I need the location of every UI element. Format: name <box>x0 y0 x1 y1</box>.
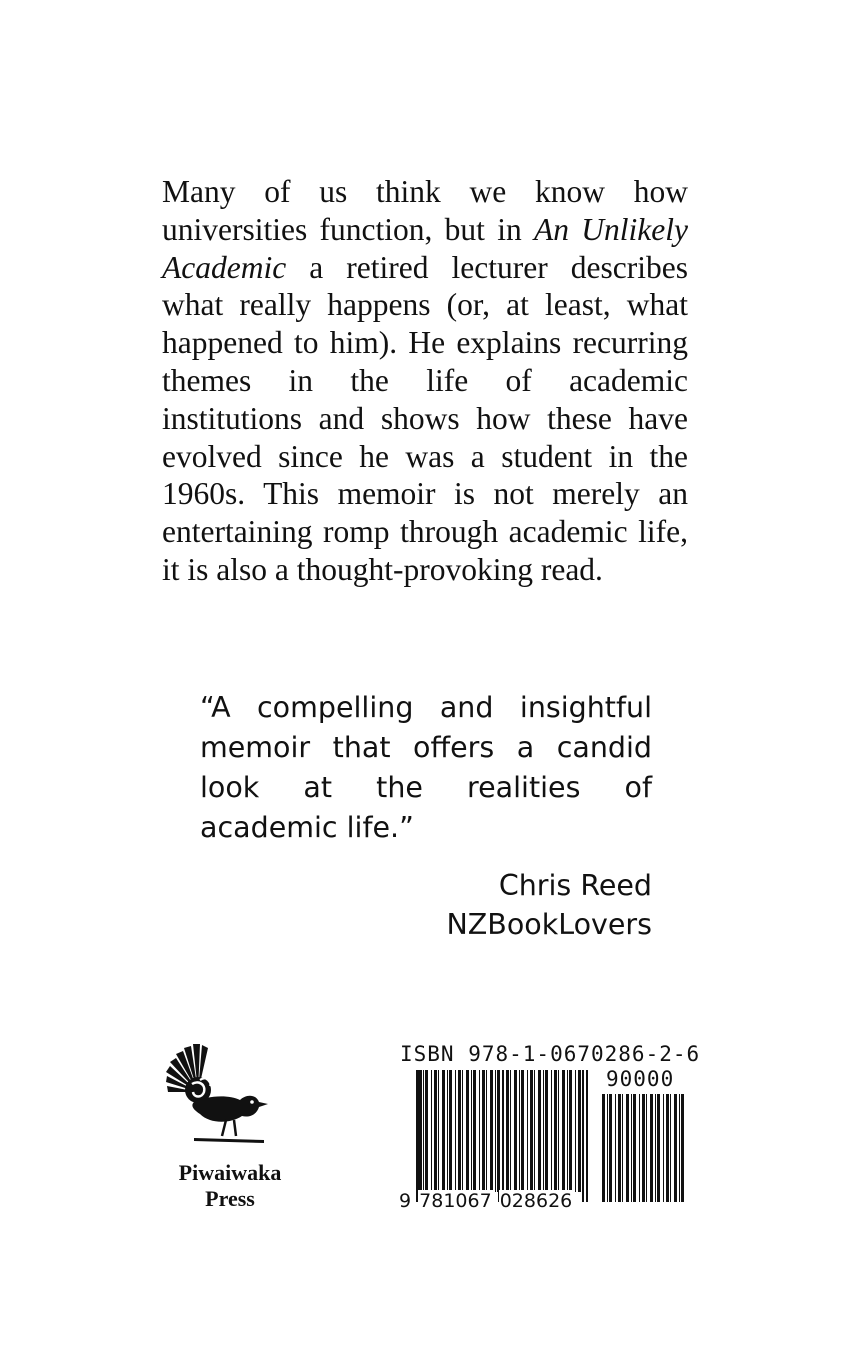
review-outlet: NZBookLovers <box>446 908 652 941</box>
review-attribution <box>360 866 652 944</box>
price-code: 90000 <box>606 1067 675 1091</box>
review-quote: “A compelling and insightful memoir that offers a candid look at the realities of academic life.” <box>200 691 652 844</box>
isbn-barcode <box>398 1042 701 1217</box>
book-title-italic: An Unlikely Academic <box>162 211 688 285</box>
barcode-right-digits: 028626 <box>499 1190 573 1212</box>
barcode-digits <box>398 1190 573 1212</box>
isbn-label: ISBN 978-1-0670286-2-6 <box>400 1042 701 1066</box>
fantail-icon <box>164 1040 274 1155</box>
publisher-name <box>150 1160 310 1212</box>
reviewer-name: Chris Reed <box>498 869 652 902</box>
publisher-name-line2: Press <box>205 1186 255 1211</box>
blurb-text-start: Many of us think we know how universities function, but in <box>162 174 688 247</box>
blurb-text-end: a retired lecturer describes what really happens (or, at least, what happened to him). He explains recurring themes in the life of academic institutions and shows how these have evolved since he was a student in the 1960s. This memoir is not merely an entertaining romp through academic life, it is also a thought-provoking read. <box>162 249 688 587</box>
barcode-first-digit: 9 <box>399 1190 412 1212</box>
publisher-name-line1: Piwaiwaka <box>178 1160 282 1185</box>
back-cover-blurb <box>162 173 688 589</box>
barcode-left-digits: 781067 <box>419 1190 492 1212</box>
